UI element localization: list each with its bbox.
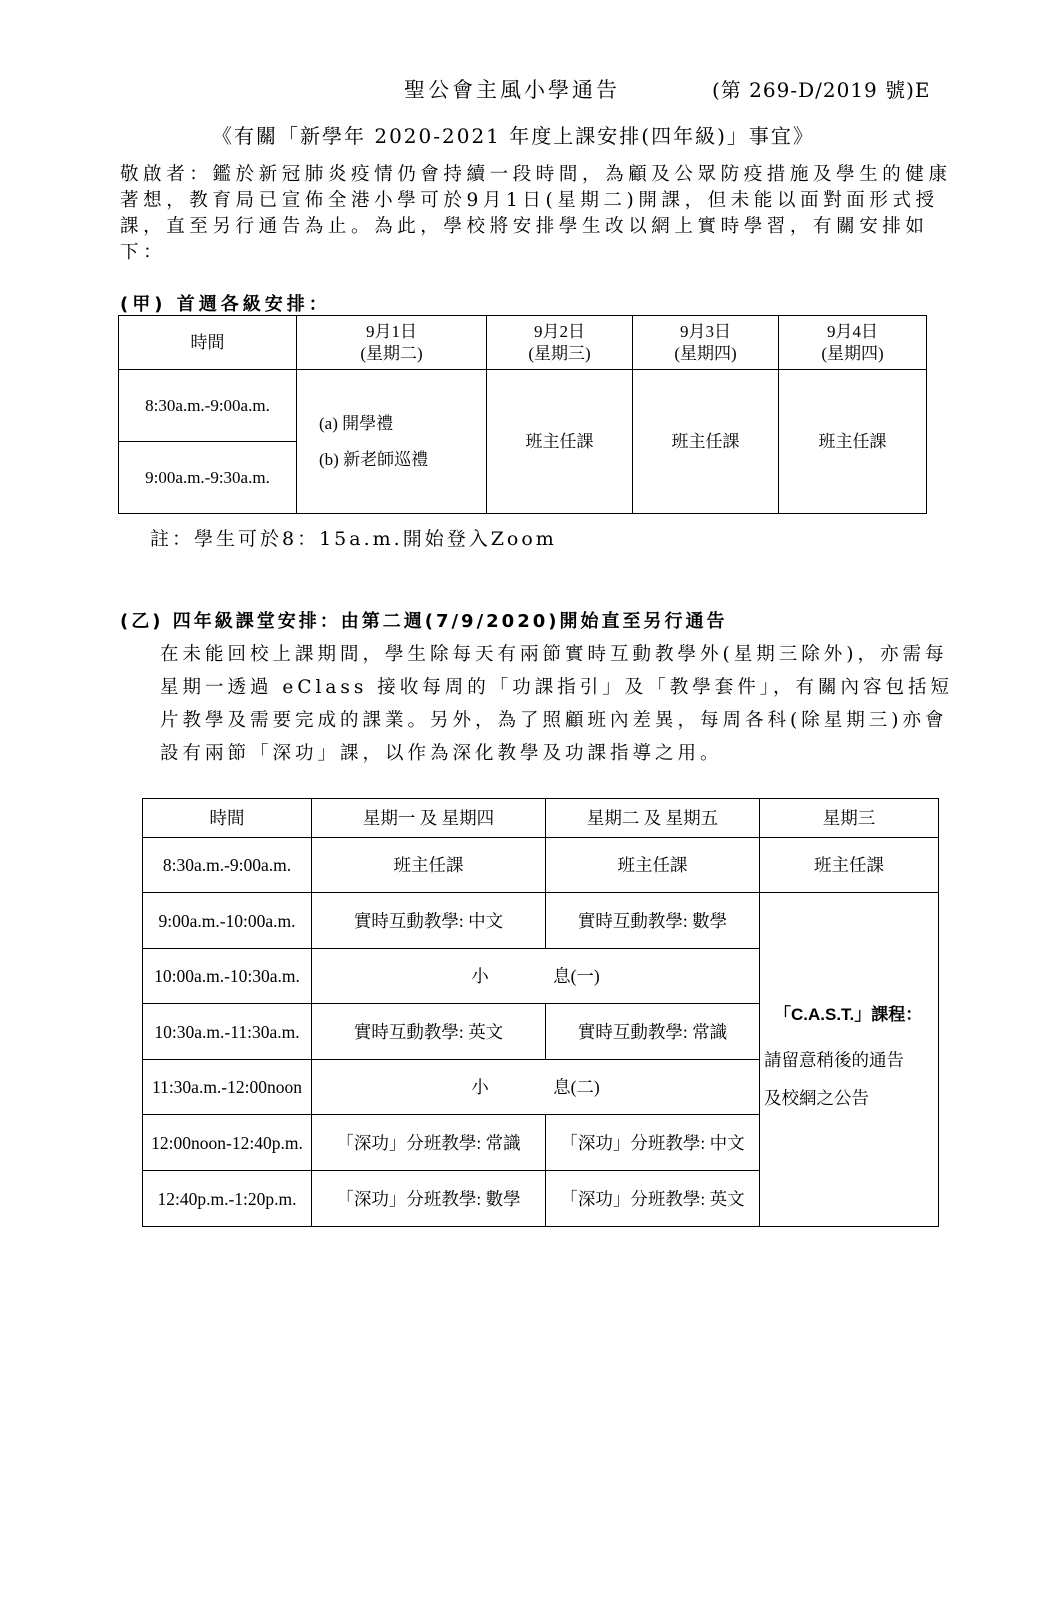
tue-fri-cell: 班主任課 — [546, 838, 760, 893]
time-cell: 12:00noon-12:40p.m. — [143, 1115, 312, 1171]
cast-line-1: 請留意稍後的通告 — [764, 1049, 904, 1070]
cast-line-2: 及校網之公告 — [764, 1087, 869, 1108]
intro-paragraph: 敬啟者：鑑於新冠肺炎疫情仍會持續一段時間，為顧及公眾防疫措施及學生的健康著想，教育局已宣佈全港小學可於9月1日(星期二)開課，但未能以面對面形式授課，直至另行通告為止。為此，學校將安排學生改以網上實時學習，有關安排如下： — [120, 164, 952, 263]
time-cell: 11:30a.m.-12:00noon — [143, 1060, 312, 1115]
tue-fri-cell: 「深功」分班教學: 英文 — [546, 1171, 760, 1227]
tue-fri-header: 星期二 及 星期五 — [546, 799, 760, 838]
day-header-3 — [633, 316, 779, 370]
time-cell: 8:30a.m.-9:00a.m. — [143, 838, 312, 893]
opening-ceremony: (a) 開學禮 — [319, 413, 394, 433]
opening-activities-cell — [297, 370, 487, 514]
recess-cell — [312, 1060, 760, 1115]
zoom-login-note: 註：學生可於8：15a.m.開始登入Zoom — [150, 528, 557, 550]
time-header: 時間 — [119, 316, 297, 370]
cast-program-cell — [760, 893, 939, 1227]
time-header: 時間 — [143, 799, 312, 838]
wed-cell: 班主任課 — [760, 838, 939, 893]
day-weekday: (星期四) — [674, 343, 737, 363]
first-week-table — [118, 315, 927, 514]
mon-thu-cell: 實時互動教學: 英文 — [312, 1004, 546, 1060]
mon-thu-header: 星期一 及 星期四 — [312, 799, 546, 838]
mon-thu-cell: 實時互動教學: 中文 — [312, 893, 546, 949]
table-row — [119, 370, 927, 442]
day-date: 9月2日 — [534, 321, 585, 341]
time-cell: 9:00a.m.-10:00a.m. — [143, 893, 312, 949]
tue-fri-cell: 實時互動教學: 數學 — [546, 893, 760, 949]
time-cell: 8:30a.m.-9:00a.m. — [119, 370, 297, 442]
day-date: 9月1日 — [366, 321, 417, 341]
tue-fri-cell: 實時互動教學: 常識 — [546, 1004, 760, 1060]
recess-cell — [312, 949, 760, 1004]
day-header-2 — [487, 316, 633, 370]
time-cell: 12:40p.m.-1:20p.m. — [143, 1171, 312, 1227]
section-b-paragraph: 在未能回校上課期間，學生除每天有兩節實時互動教學外(星期三除外)，亦需每星期一透過 eClass 接收每周的「功課指引」及「教學套件」，有關內容包括短片教學及需要完成的課業。另外，為了照顧班內差異，每周各科(除星期三)亦會設有兩節「深功」課，以作為深化教學及功課指導之用。 — [160, 644, 954, 764]
day-date: 9月4日 — [827, 321, 878, 341]
time-cell: 9:00a.m.-9:30a.m. — [119, 442, 297, 514]
tue-fri-cell: 「深功」分班教學: 中文 — [546, 1115, 760, 1171]
recess-label: 小 息(二) — [471, 1077, 600, 1097]
day-weekday: (星期二) — [360, 343, 423, 363]
day-header-4 — [779, 316, 927, 370]
section-a-heading: (甲) 首週各級安排： — [120, 294, 331, 315]
table-row — [143, 838, 939, 893]
time-cell: 10:30a.m.-11:30a.m. — [143, 1004, 312, 1060]
class-teacher-cell: 班主任課 — [633, 370, 779, 514]
wed-header: 星期三 — [760, 799, 939, 838]
day-header-1 — [297, 316, 487, 370]
table-header-row — [143, 799, 939, 838]
school-title: 聖公會主風小學通告 — [404, 78, 620, 102]
day-weekday: (星期四) — [821, 343, 884, 363]
day-weekday: (星期三) — [528, 343, 591, 363]
mon-thu-cell: 「深功」分班教學: 數學 — [312, 1171, 546, 1227]
new-teachers-parade: (b) 新老師巡禮 — [319, 449, 429, 469]
notice-subtitle: 《有關「新學年 2020-2021 年度上課安排(四年級)」事宜》 — [212, 124, 815, 148]
class-teacher-cell: 班主任課 — [779, 370, 927, 514]
mon-thu-cell: 班主任課 — [312, 838, 546, 893]
day-date: 9月3日 — [680, 321, 731, 341]
notice-number: (第 269-D/2019 號)E — [712, 78, 931, 102]
cast-title: 「C.A.S.T.」課程： — [774, 1004, 923, 1024]
weekly-schedule-table — [142, 798, 939, 1227]
table-header-row — [119, 316, 927, 370]
time-cell: 10:00a.m.-10:30a.m. — [143, 949, 312, 1004]
mon-thu-cell: 「深功」分班教學: 常識 — [312, 1115, 546, 1171]
recess-label: 小 息(一) — [471, 966, 600, 986]
class-teacher-cell: 班主任課 — [487, 370, 633, 514]
table-row — [143, 893, 939, 949]
section-b-heading: (乙) 四年級課堂安排：由第二週(7/9/2020)開始直至另行通告 — [120, 611, 728, 632]
